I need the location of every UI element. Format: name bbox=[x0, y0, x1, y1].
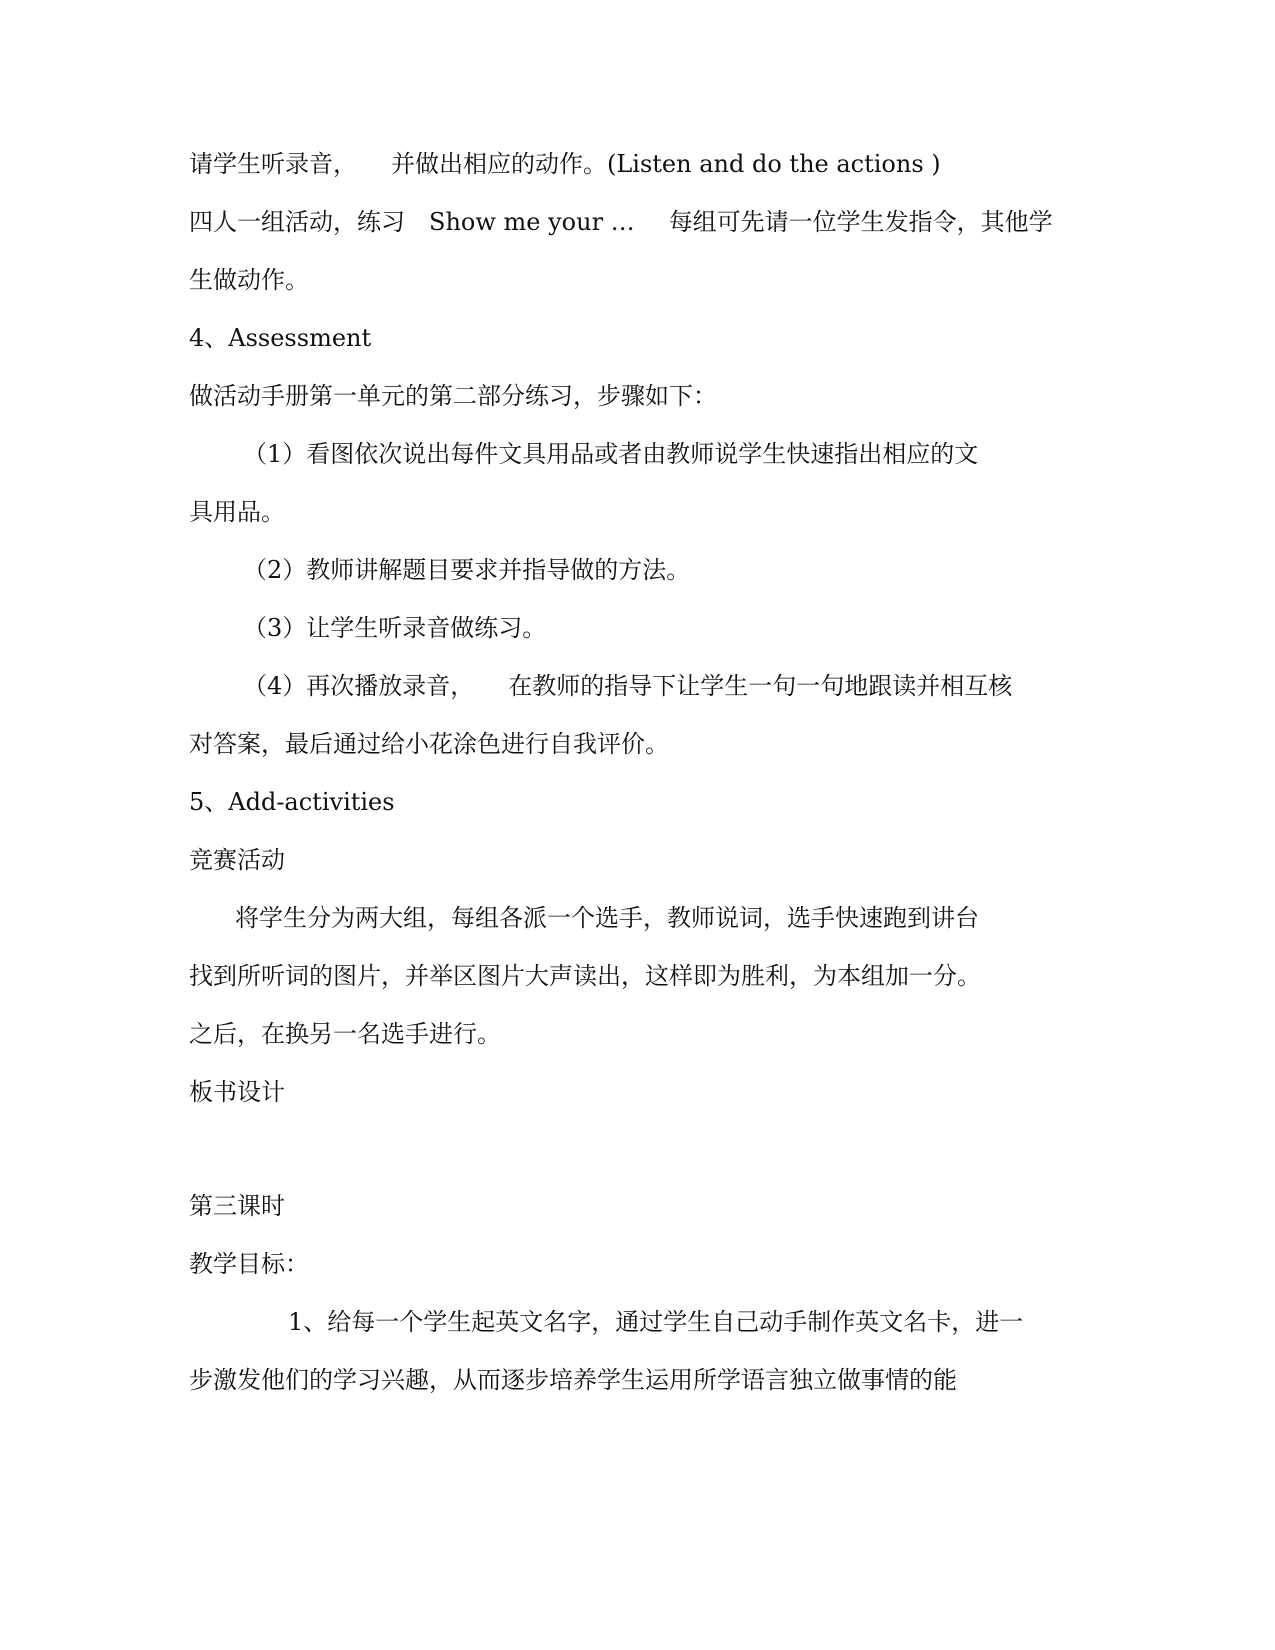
text-line bbox=[189, 148, 941, 180]
text-line bbox=[189, 206, 1053, 238]
list-item: （2）教师讲解题目要求并指导做的方法。 bbox=[243, 556, 691, 584]
text-line: 将学生分为两大组，每组各派一个选手，教师说词，选手快速跑到讲台 bbox=[235, 904, 979, 932]
section-heading: 板书设计 bbox=[189, 1078, 285, 1106]
text-line: 步激发他们的学习兴趣，从而逐步培养学生运用所学语言独立做事情的能 bbox=[189, 1366, 957, 1394]
section-heading: 第三课时 bbox=[189, 1192, 285, 1220]
text-segment: 四人一组活动，练习 bbox=[189, 208, 405, 236]
text-line: 之后，在换另一名选手进行。 bbox=[189, 1020, 501, 1048]
text-segment: 每组可先请一位学生发指令，其他学 bbox=[668, 208, 1053, 236]
list-item: （3）让学生听录音做练习。 bbox=[243, 614, 547, 642]
text-segment: （4）再次播放录音， bbox=[243, 672, 475, 700]
section-heading: 教学目标： bbox=[189, 1250, 309, 1278]
list-item: （1）看图依次说出每件文具用品或者由教师说学生快速指出相应的文 bbox=[243, 440, 979, 468]
text-line: 对答案，最后通过给小花涂色进行自我评价。 bbox=[189, 730, 669, 758]
section-heading: 4、Assessment bbox=[189, 324, 372, 352]
text-line: 找到所听词的图片，并举区图片大声读出，这样即为胜利，为本组加一分。 bbox=[189, 962, 981, 990]
text-segment: 并做出相应的动作。(Listen and do the actions ) bbox=[391, 150, 941, 178]
text-line: 竞赛活动 bbox=[189, 846, 285, 874]
list-item bbox=[243, 670, 1012, 702]
text-segment: 在教师的指导下让学生一句一句地跟读并相互核 bbox=[508, 672, 1013, 700]
text-line: 具用品。 bbox=[189, 498, 285, 526]
list-item: 1、给每一个学生起英文名字，通过学生自己动手制作英文名卡，进一 bbox=[288, 1308, 1024, 1336]
text-segment: Show me your … bbox=[429, 208, 635, 236]
text-line: 生做动作。 bbox=[189, 266, 309, 294]
text-line: 做活动手册第一单元的第二部分练习，步骤如下： bbox=[189, 382, 717, 410]
section-heading: 5、Add-activities bbox=[189, 788, 395, 816]
text-segment: 请学生听录音， bbox=[189, 150, 357, 178]
